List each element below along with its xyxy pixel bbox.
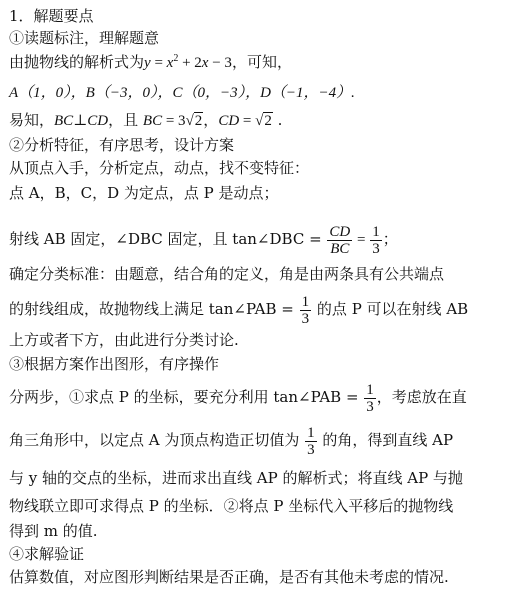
points-fixed-line: 点 A，B，C，D 为定点，点 P 是动点； (9, 184, 279, 202)
ray-line: 的射线组成，故抛物线上满足 tan∠PAB = $\frac{1}{3}$ 的点 P 可以在射线 AB (9, 293, 469, 327)
classification-line: 确定分类标准：由题意，结合角的定义，角是由两条具有公共端点 (9, 265, 445, 283)
intersection-line: 与 y 轴的交点的坐标，进而求出直线 AP 的解析式；将直线 AP 与抛 (9, 469, 463, 487)
fraction-cd-bc: $\frac{CD}{BC}$ (329, 223, 351, 257)
step-4-heading: ④求解验证 (9, 545, 85, 563)
tangent-line: 射线 AB 固定，∠DBC 固定，且 tan∠DBC = $\frac{CD}{BC}$ = $\frac{1}{3}$ ； (9, 223, 398, 257)
right-triangle-line: 角三角形中，以定点 A 为顶点构造正切值为 $\frac{1}{3}$ 的角，得到直线 AP (9, 424, 454, 458)
parabola-line: 由抛物线的解析式为$y = x^2 + 2x - 3$，可知， (9, 53, 292, 71)
analysis-line: 从顶点入手，分析定点，动点，找不变特征： (9, 159, 310, 177)
two-steps-line: 分两步，①求点 P 的坐标，要充分利用 tan∠PAB = $\frac{1}{3}$ ，考虑放在直 (9, 381, 467, 415)
step-3-heading: ③根据方案作出图形，有序操作 (9, 355, 220, 373)
section-heading: 1．解题要点 (9, 7, 94, 25)
m-value-line: 得到 m 的值. (9, 522, 98, 540)
discussion-line: 上方或者下方，由此进行分类讨论. (9, 331, 239, 349)
fraction-one-third: $\frac{1}{3}$ (372, 223, 380, 257)
eq-y: y (144, 55, 151, 71)
simultaneous-line: 物线联立即可求得点 P 的坐标．②将点 P 坐标代入平移后的抛物线 (9, 497, 454, 515)
points-line: A（1，0），B（−3，0），C（0，−3），D（−1，−4）. (9, 85, 355, 101)
verification-line: 估算数值，对应图形判断结果是否正确，是否有其他未考虑的情况. (9, 568, 449, 586)
step-2-heading: ②分析特征，有序思考，设计方案 (9, 136, 235, 154)
step-1-heading: ①读题标注，理解题意 (9, 29, 160, 47)
perpendicular-line: 易知，BC⊥CD，且 BC = 3√2，CD = √2 . (9, 111, 283, 129)
fraction-one-third: $\frac{1}{3}$ (301, 293, 310, 327)
fraction-one-third: $\frac{1}{3}$ (307, 424, 315, 458)
fraction-one-third: $\frac{1}{3}$ (366, 381, 374, 415)
